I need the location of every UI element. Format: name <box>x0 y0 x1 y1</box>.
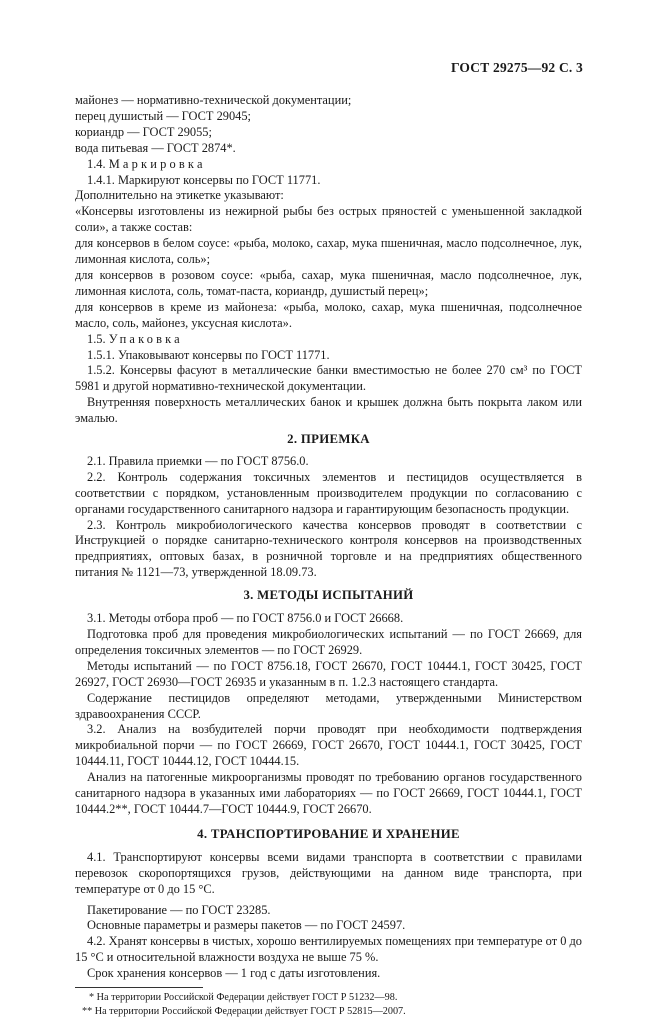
list-item: вода питьевая — ГОСТ 2874*. <box>75 140 236 155</box>
paragraph: 1.5.2. Консервы фасуют в металлические банки вместимостью не более 270 см³ по ГОСТ 5981 и другой нормативно-технической документации. <box>75 363 582 394</box>
paragraph: Методы испытаний — по ГОСТ 8756.18, ГОСТ 26670, ГОСТ 10444.1, ГОСТ 30425, ГОСТ 26927, ГОСТ 26930—ГОСТ 26935 и указанным в п. 1.2.3 настоящего стандарта. <box>75 658 582 689</box>
paragraph: 1.5.1. Упаковывают консервы по ГОСТ 11771. <box>87 347 330 362</box>
paragraph: 1.4.1. Маркируют консервы по ГОСТ 11771. <box>87 172 321 187</box>
list-item: перец душистый — ГОСТ 29045; <box>75 108 251 123</box>
paragraph: для консервов в розовом соусе: «рыба, сахар, мука пшеничная, масло подсолнечное, лук, лимонная кислота, соль, томат-паста, кориандр, душистый перец»; <box>75 267 582 298</box>
paragraph: Анализ на патогенные микроорганизмы проводят по требованию органов государственного санитарного надзора в указанных ими лабораториях — по ГОСТ 26669, ГОСТ 10444.1, ГОСТ 10444.2**, ГОСТ 10444.7—ГОСТ 10444.9, ГОСТ 26670. <box>75 770 582 816</box>
paragraph: 2.2. Контроль содержания токсичных элементов и пестицидов осуществляется в соответствии с порядком, установленным производителем продукции по согласованию с органами государственного санитарного надзора и гарантирующим безопасность продукции. <box>75 469 582 516</box>
paragraph: 2.1. Правила приемки — по ГОСТ 8756.0. <box>87 453 309 468</box>
subsection-heading-1-5 <box>75 332 582 348</box>
footnote-divider <box>75 987 203 988</box>
paragraph: 3.2. Анализ на возбудителей порчи проводят при необходимости подтверждения микробиальной порчи — по ГОСТ 26669, ГОСТ 26670, ГОСТ 10444.1, ГОСТ 30425, ГОСТ 10444.11, ГОСТ 10444.12, ГОСТ 10444.15. <box>75 722 582 769</box>
subsection-heading-1-4 <box>75 157 582 173</box>
section-heading: 4. ТРАНСПОРТИРОВАНИЕ И ХРАНЕНИЕ <box>197 826 460 841</box>
paragraph: Срок хранения консервов — 1 год с даты изготовления. <box>87 966 381 981</box>
footnote: ** На территории Российской Федерации действует ГОСТ Р 52815—2007. <box>82 1005 406 1017</box>
document-body <box>75 93 582 1018</box>
footnote: * На территории Российской Федерации действует ГОСТ Р 51232—98. <box>89 992 398 1004</box>
page-header: ГОСТ 29275—92 С. 3 <box>450 60 583 75</box>
paragraph: Внутренняя поверхность металлических банок и крышек должна быть покрыта лаком или эмалью. <box>75 395 582 426</box>
paragraph: для консервов в белом соусе: «рыба, молоко, сахар, мука пшеничная, масло подсолнечное, лук, лимонная кислота, соль»; <box>75 236 582 267</box>
subsection-title: Упаковка <box>108 331 183 346</box>
paragraph: 4.1. Транспортируют консервы всеми видами транспорта в соответствии с правилами перевозок скоропортящихся грузов, действующими на данном виде транспорта, при температуре от 0 до 15 °С. <box>75 849 582 896</box>
subsection-number: 1.4. <box>87 156 106 171</box>
paragraph: 3.1. Методы отбора проб — по ГОСТ 8756.0 и ГОСТ 26668. <box>87 611 404 626</box>
subsection-title: Маркировка <box>108 156 206 171</box>
paragraph: Подготовка проб для проведения микробиологических испытаний — по ГОСТ 26669, для определения токсичных элементов — по ГОСТ 26929. <box>75 627 582 657</box>
paragraph: Основные параметры и размеры пакетов — по ГОСТ 24597. <box>87 918 406 933</box>
paragraph: Пакетирование — по ГОСТ 23285. <box>87 902 271 917</box>
list-item: кориандр — ГОСТ 29055; <box>75 124 212 139</box>
paragraph: Содержание пестицидов определяют методами, утвержденными Министерством здравоохранения СССР. <box>75 690 582 721</box>
paragraph: Дополнительно на этикетке указывают: <box>75 188 284 203</box>
list-item: майонез — нормативно-технической документации; <box>75 93 352 107</box>
section-heading: 3. МЕТОДЫ ИСПЫТАНИЙ <box>243 588 414 603</box>
paragraph: «Консервы изготовлены из нежирной рыбы без острых пряностей с уменьшенной закладкой соли», а также состав: <box>75 204 582 235</box>
section-heading: 2. ПРИЕМКА <box>287 432 370 447</box>
paragraph: 4.2. Хранят консервы в чистых, хорошо вентилируемых помещениях при температуре от 0 до 15 °С и относительной влажности воздуха не выше 75 %. <box>75 934 582 965</box>
paragraph: 2.3. Контроль микробиологического качества консервов проводят в соответствии с Инструкцией о порядке санитарно-технического контроля консервов на производственных предприятиях, оптовых базах, в розничной торговле и на предприятиях общественного питания № 1121—73, утвержденной 18.09.73. <box>75 517 582 580</box>
paragraph: для консервов в креме из майонеза: «рыба, молоко, сахар, мука пшеничная, подсолнечное масло, соль, майонез, уксусная кислота». <box>75 299 582 330</box>
subsection-number: 1.5. <box>87 331 106 346</box>
